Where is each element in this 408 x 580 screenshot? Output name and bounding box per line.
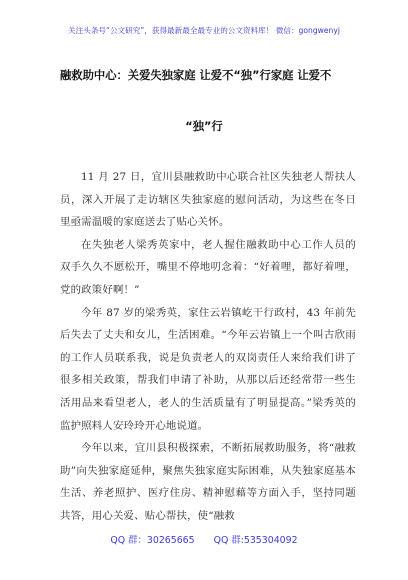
header-promo-note: 关注头条号“公文研究”，获得最新最全最专业的公文资料库！ 微信：gongwenyj bbox=[68, 26, 340, 35]
body-paragraph-2: 在失独老人梁秀英家中，老人握住融救助中心工作人员的双手久久不愿松开，嘴里不停地叨念着：“好着哩，都好着哩，党的政策好啊！” bbox=[60, 238, 356, 296]
footer-qq-groups bbox=[0, 535, 408, 547]
body-paragraph-4: 今年以来，宜川县积极探索，不断拓展救助服务，将“融救助”向失独家庭延伸，聚焦失独家庭实际困难，从失独家庭基本生活、养老照护、医疗住房、精神慰藉等方面入手，坚持同题共答，用心关爱、贴心帮扶，使“融救 bbox=[60, 442, 356, 522]
body-paragraph-3: 今年 87 岁的梁秀英，家住云岩镇屹干行政村，43 年前先后失去了丈夫和女儿，生活困难。“今年云岩镇上一个叫古欣雨的工作人员联系我，说是负责老人的双岗责任人来给我们讲了很多相关政策，帮我们申请了补助，从那以后还经常带一些生活用品来看望老人，老人的生活质量有了明显提高。”梁秀英的监护照料人安玲玲开心地说道。 bbox=[60, 306, 356, 432]
document-title-line-1: 融救助中心：关爱失独家庭 让爱不“独”行家庭 让爱不 bbox=[60, 69, 332, 82]
document-title-line-2: “独”行 bbox=[185, 120, 223, 133]
footer-qq-group-2: QQ 群:535304092 bbox=[213, 535, 298, 546]
body-paragraph-1: 11 月 27 日，宜川县融救助中心联合社区失独老人帮扶人员，深入开展了走访辖区失独家庭的慰问活动，为这些在冬日里亟需温暖的家庭送去了贴心关怀。 bbox=[60, 171, 356, 229]
document-body bbox=[60, 166, 356, 528]
footer-qq-group-1: QQ 群：30265665 bbox=[110, 535, 195, 546]
